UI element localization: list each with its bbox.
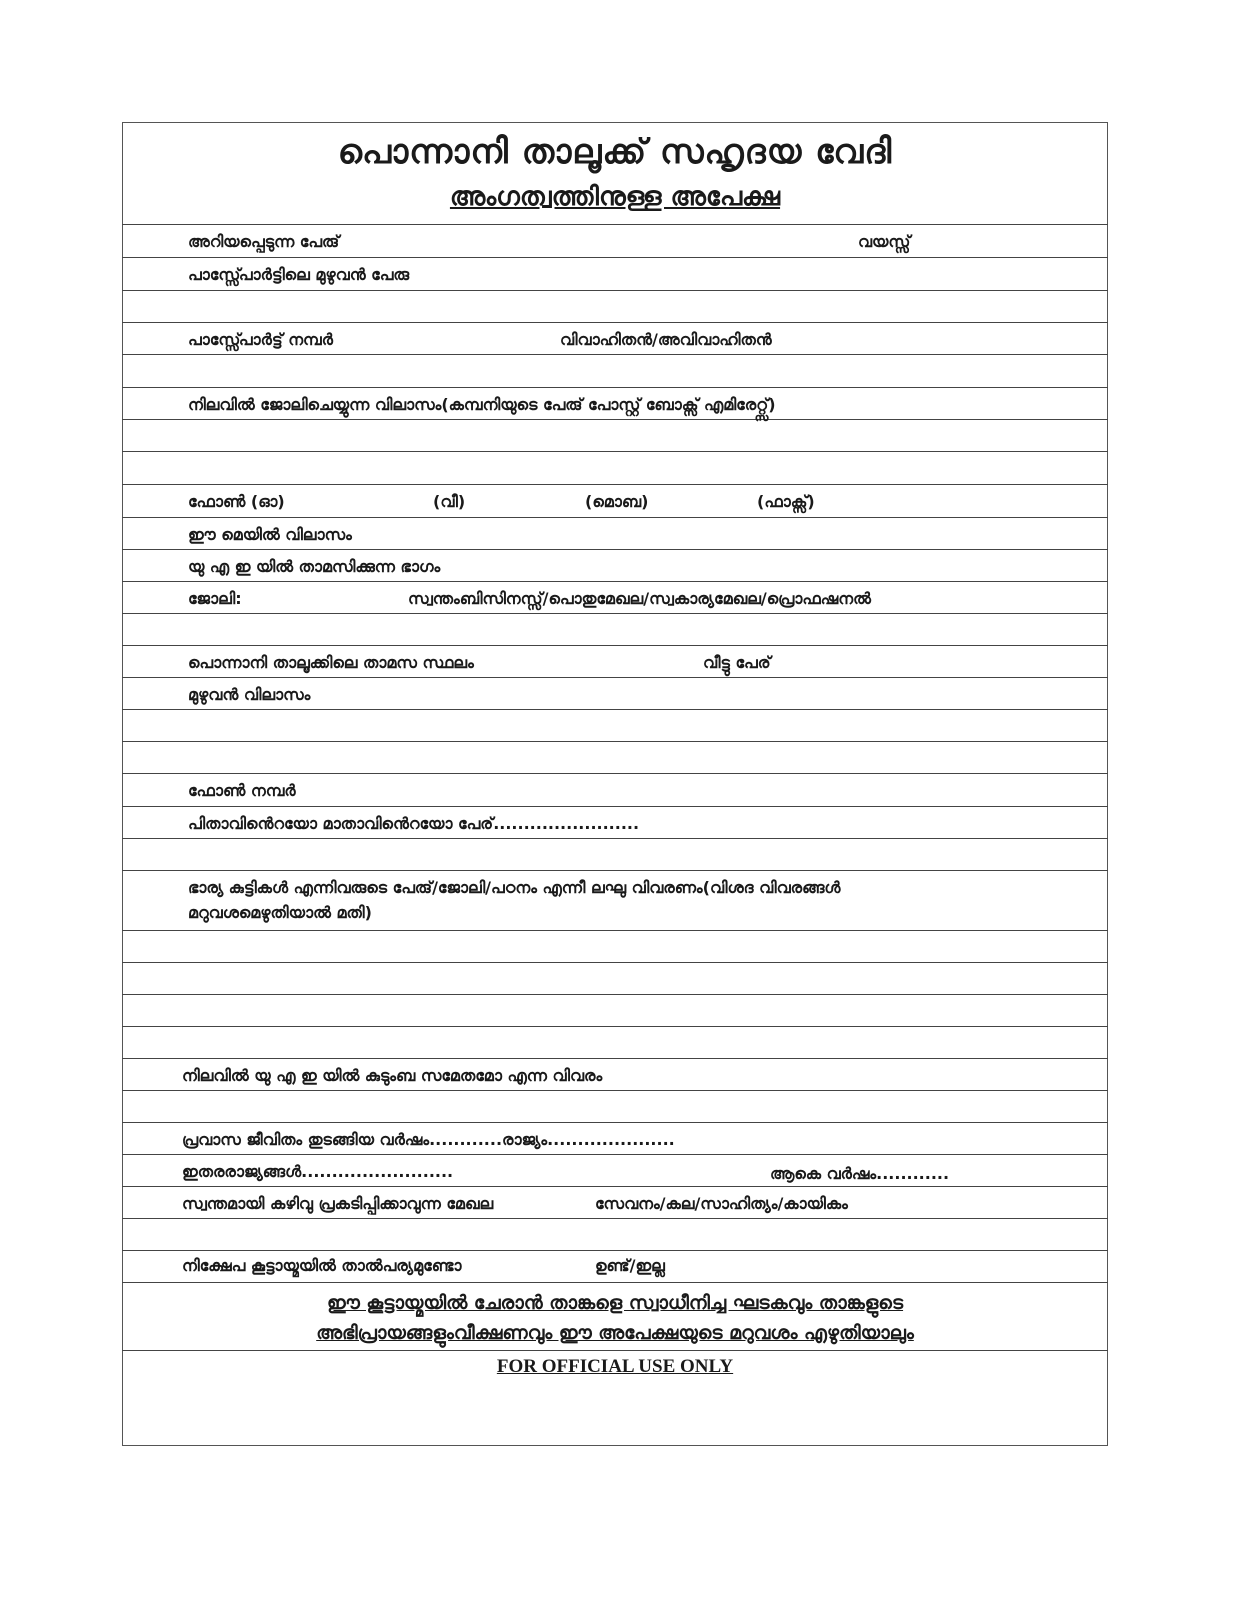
divider — [122, 1186, 1108, 1187]
divider — [122, 354, 1108, 355]
divider — [122, 387, 1108, 388]
job-label: ജോലി: — [188, 589, 242, 608]
job-options[interactable]: സ്വന്തംബിസിനസ്സ്/പൊതുമേഖല/സ്വകാര്യമേഖല/പ്രൊഫഷനൽ — [408, 589, 871, 608]
divider — [122, 224, 1108, 225]
passport-full-name-field[interactable]: പാസ്സ്പോർട്ടിലെ മുഴുവൻ പേരു — [188, 265, 410, 284]
talent-area-field[interactable]: സ്വന്തമായി കഴിവു പ്രകടിപ്പിക്കാവുന്ന മേഖല — [182, 1194, 494, 1213]
phone-mobile-field[interactable]: (മൊബ) — [585, 492, 649, 511]
total-years-field[interactable]: ആകെ വർഷം............ — [770, 1164, 950, 1183]
divider — [122, 741, 1108, 742]
divider — [122, 773, 1108, 774]
house-name-field[interactable]: വീട്ടു പേര് — [703, 653, 771, 672]
divider — [122, 870, 1108, 871]
divider — [122, 1090, 1108, 1091]
divider — [122, 838, 1108, 839]
form-subtitle — [122, 182, 1108, 213]
divider — [122, 1282, 1108, 1283]
note-line-2: അഭിപ്രായങ്ങളുംവീക്ഷണവും ഈ അപേക്ഷയുടെ മറുവശം എഴുതിയാലും — [316, 1322, 914, 1344]
phone-home-field[interactable]: (വീ) — [433, 492, 466, 511]
divider — [122, 613, 1108, 614]
divider — [122, 1218, 1108, 1219]
divider — [122, 1122, 1108, 1123]
work-address-field[interactable]: നിലവിൽ ജോലിചെയ്യുന്ന വിലാസം(കമ്പനിയുടെ പേരു് പോസ്റ്റ് ബോക്സ് എമിരേറ്റ്സ്) — [188, 395, 776, 414]
parent-name-field[interactable]: പിതാവിൻെറയോ മാതാവിൻെറയോ പേര്........................ — [188, 814, 640, 833]
divider — [122, 962, 1108, 963]
divider — [122, 1154, 1108, 1155]
divider — [122, 1058, 1108, 1059]
marital-status-field[interactable]: വിവാഹിതൻ/അവിവാഹിതൻ — [560, 330, 772, 349]
divider — [122, 484, 1108, 485]
divider — [122, 451, 1108, 452]
other-countries-field[interactable]: ഇതരരാജ്യങ്ങൾ......................... — [182, 1162, 454, 1181]
note-line-1: ഈ കൂട്ടായ്മയിൽ ചേരാൻ താങ്കളെ സ്വാധീനിച്ച ഘടകവും താങ്കളുടെ — [326, 1292, 904, 1314]
full-address-field[interactable]: മുഴുവൻ വിലാസം — [188, 685, 311, 704]
talent-options[interactable]: സേവനം/കല/സാഹിത്യം/കായികം — [595, 1194, 848, 1213]
divider — [122, 1350, 1108, 1351]
ponnani-residence-field[interactable]: പൊന്നാനി താലൂക്കിലെ താമസ സ്ഥലം — [188, 653, 474, 672]
divider — [122, 645, 1108, 646]
family-details-field-line2: മറുവശമെഴുതിയാൽ മതി) — [188, 903, 372, 922]
divider — [122, 709, 1108, 710]
divider — [122, 322, 1108, 323]
known-name-field[interactable]: അറിയപ്പെടുന്ന പേരു് — [188, 232, 340, 251]
form-title: പൊന്നാനി താലൂക്ക് സഹൃദയ വേദി — [337, 132, 893, 172]
divider — [122, 581, 1108, 582]
divider — [122, 994, 1108, 995]
form-subtitle-text: അംഗത്വത്തിനുള്ള അപേക്ഷ — [449, 182, 781, 212]
divider — [122, 257, 1108, 258]
age-field[interactable]: വയസ്സ് — [858, 232, 911, 251]
family-details-field[interactable]: ഭാര്യ കുട്ടികൾ എന്നിവരുടെ പേരു്/ജോലി/പഠനം എന്നീ ലഘു വിവരണം(വിശദ വിവരങ്ങൾ — [188, 878, 841, 897]
divider — [122, 549, 1108, 550]
uae-residence-field[interactable]: യു എ ഇ യിൽ താമസിക്കുന്ന ഭാഗം — [188, 557, 441, 576]
divider — [122, 806, 1108, 807]
divider — [122, 1026, 1108, 1027]
expat-start-field[interactable]: പ്രവാസ ജീവിതം തുടങ്ങിയ വർഷം............രാജ്യം..................... — [182, 1130, 675, 1149]
official-use-heading: FOR OFFICIAL USE ONLY — [496, 1356, 734, 1377]
phone-number-field[interactable]: ഫോൺ നമ്പർ — [188, 781, 296, 800]
divider — [122, 290, 1108, 291]
divider — [122, 517, 1108, 518]
passport-number-field[interactable]: പാസ്സ്പോർട്ട് നമ്പർ — [188, 330, 333, 349]
divider — [122, 677, 1108, 678]
phone-office-field[interactable]: ഫോൺ (ഓ) — [188, 492, 285, 511]
family-in-uae-field[interactable]: നിലവിൽ യു എ ഇ യിൽ കുടുംബ സമേതമോ എന്ന വിവരം — [182, 1066, 603, 1085]
divider — [122, 419, 1108, 420]
yes-no-options[interactable]: ഉണ്ട്/ഇല്ല — [595, 1256, 665, 1275]
fax-field[interactable]: (ഫാക്സ്) — [757, 492, 815, 511]
divider — [122, 930, 1108, 931]
investment-interest-field[interactable]: നിക്ഷേപ കൂട്ടായ്മയിൽ താൽപര്യമുണ്ടോ — [182, 1256, 462, 1275]
email-field[interactable]: ഈ മെയിൽ വിലാസം — [188, 525, 352, 544]
divider — [122, 1250, 1108, 1251]
